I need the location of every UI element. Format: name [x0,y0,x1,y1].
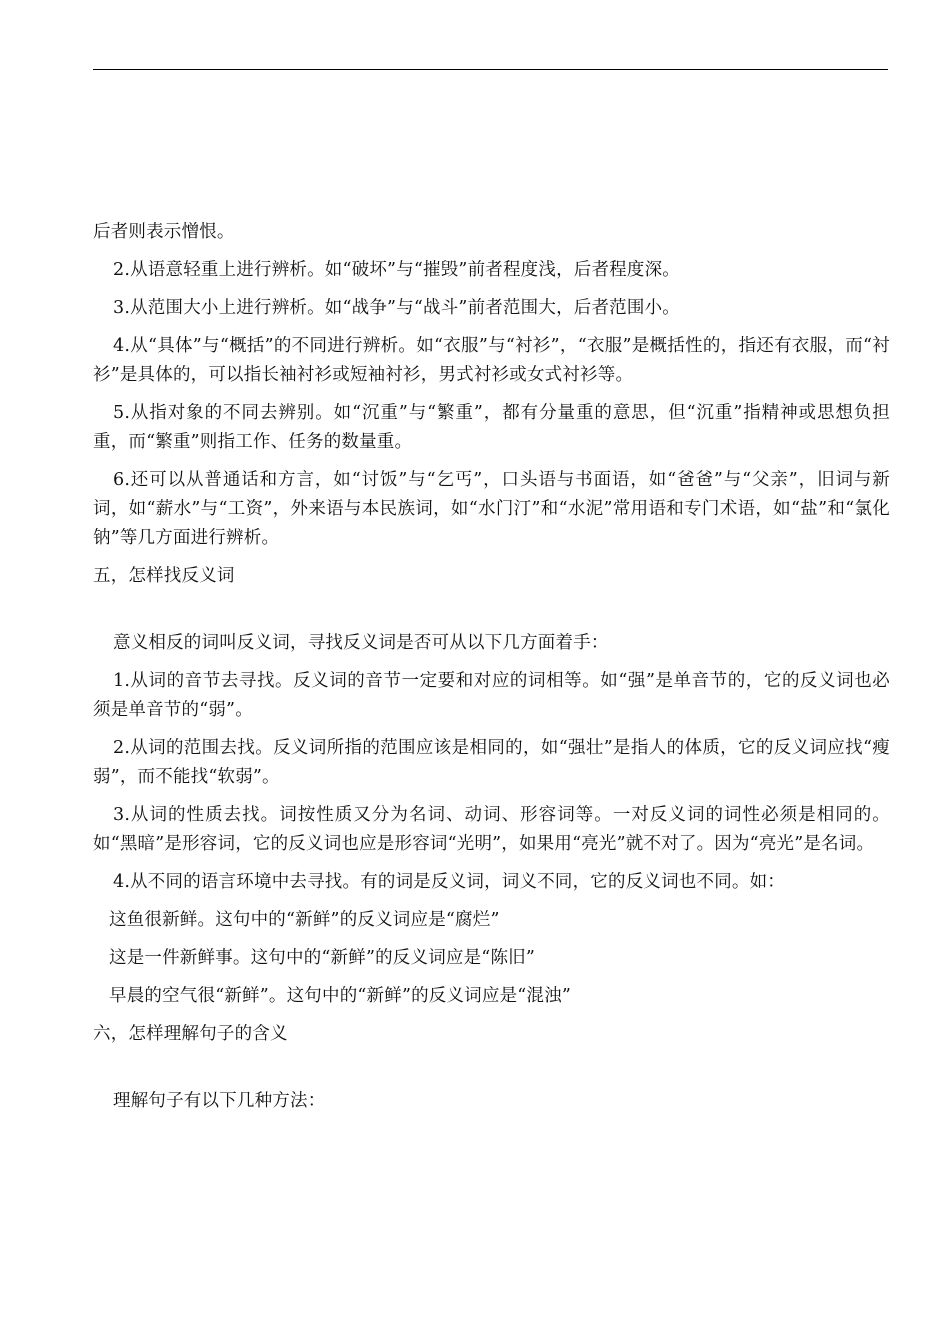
antonym-method-4: 4.从不同的语言环境中去寻找。有的词是反义词，词义不同，它的反义词也不同。如： [113,872,785,892]
section-spacer [93,1058,890,1087]
antonym-method-3: 3.从词的性质去找。词按性质又分为名词、动词、形容词等。一对反义词的词性必须是相同的。如“黑暗”是形容词，它的反义词也应是形容词“光明”，如果用“亮光”就不对了。因为“亮光”是名词。 [93,805,890,854]
paragraph-item-6: 6.还可以从普通话和方言，如“讨饭”与“乞丐”，口头语与书面语，如“爸爸”与“父亲”，旧词与新词，如“薪水”与“工资”，外来语与本民族词，如“水门汀”和“水泥”常用语和专门术语，如“盐”和“氯化钠”等几方面进行辨析。 [93,470,890,548]
antonym-method-2: 2.从词的范围去找。反义词所指的范围应该是相同的，如“强壮”是指人的体质，它的反义词应找“瘦弱”，而不能找“软弱”。 [93,738,890,787]
paragraph-continuation: 后者则表示憎恨。 [93,222,235,242]
antonym-method-1: 1.从词的音节去寻找。反义词的音节一定要和对应的词相等。如“强”是单音节的，它的反义词也必须是单音节的“弱”。 [93,671,890,720]
section-heading-antonyms: 五，怎样找反义词 [93,566,235,586]
document-body [93,218,890,1125]
example-line: 这鱼很新鲜。这句中的“新鲜”的反义词应是“腐烂” [109,910,500,930]
example-line: 早晨的空气很“新鲜”。这句中的“新鲜”的反义词应是“混浊” [109,986,571,1006]
header-rule [93,69,888,70]
paragraph-item-3: 3.从范围大小上进行辨析。如“战争”与“战斗”前者范围大，后者范围小。 [113,298,680,318]
paragraph-item-4: 4.从“具体”与“概括”的不同进行辨析。如“衣服”与“衬衫”，“衣服”是概括性的，指还有衣服，而“衬衫”是具体的，可以指长袖衬衫或短袖衬衫，男式衬衫或女式衬衫等。 [93,336,890,385]
paragraph-item-5: 5.从指对象的不同去辨别。如“沉重”与“繁重”，都有分量重的意思，但“沉重”指精神或思想负担重，而“繁重”则指工作、任务的数量重。 [93,403,890,452]
section-spacer [93,600,890,629]
section-intro-antonyms: 意义相反的词叫反义词，寻找反义词是否可从以下几方面着手： [113,633,609,653]
section-intro-sentences: 理解句子有以下几种方法： [113,1091,326,1111]
section-heading-sentences: 六，怎样理解句子的含义 [93,1024,288,1044]
paragraph-item-2: 2.从语意轻重上进行辨析。如“破坏”与“摧毁”前者程度浅，后者程度深。 [113,260,680,280]
example-line: 这是一件新鲜事。这句中的“新鲜”的反义词应是“陈旧” [109,948,535,968]
